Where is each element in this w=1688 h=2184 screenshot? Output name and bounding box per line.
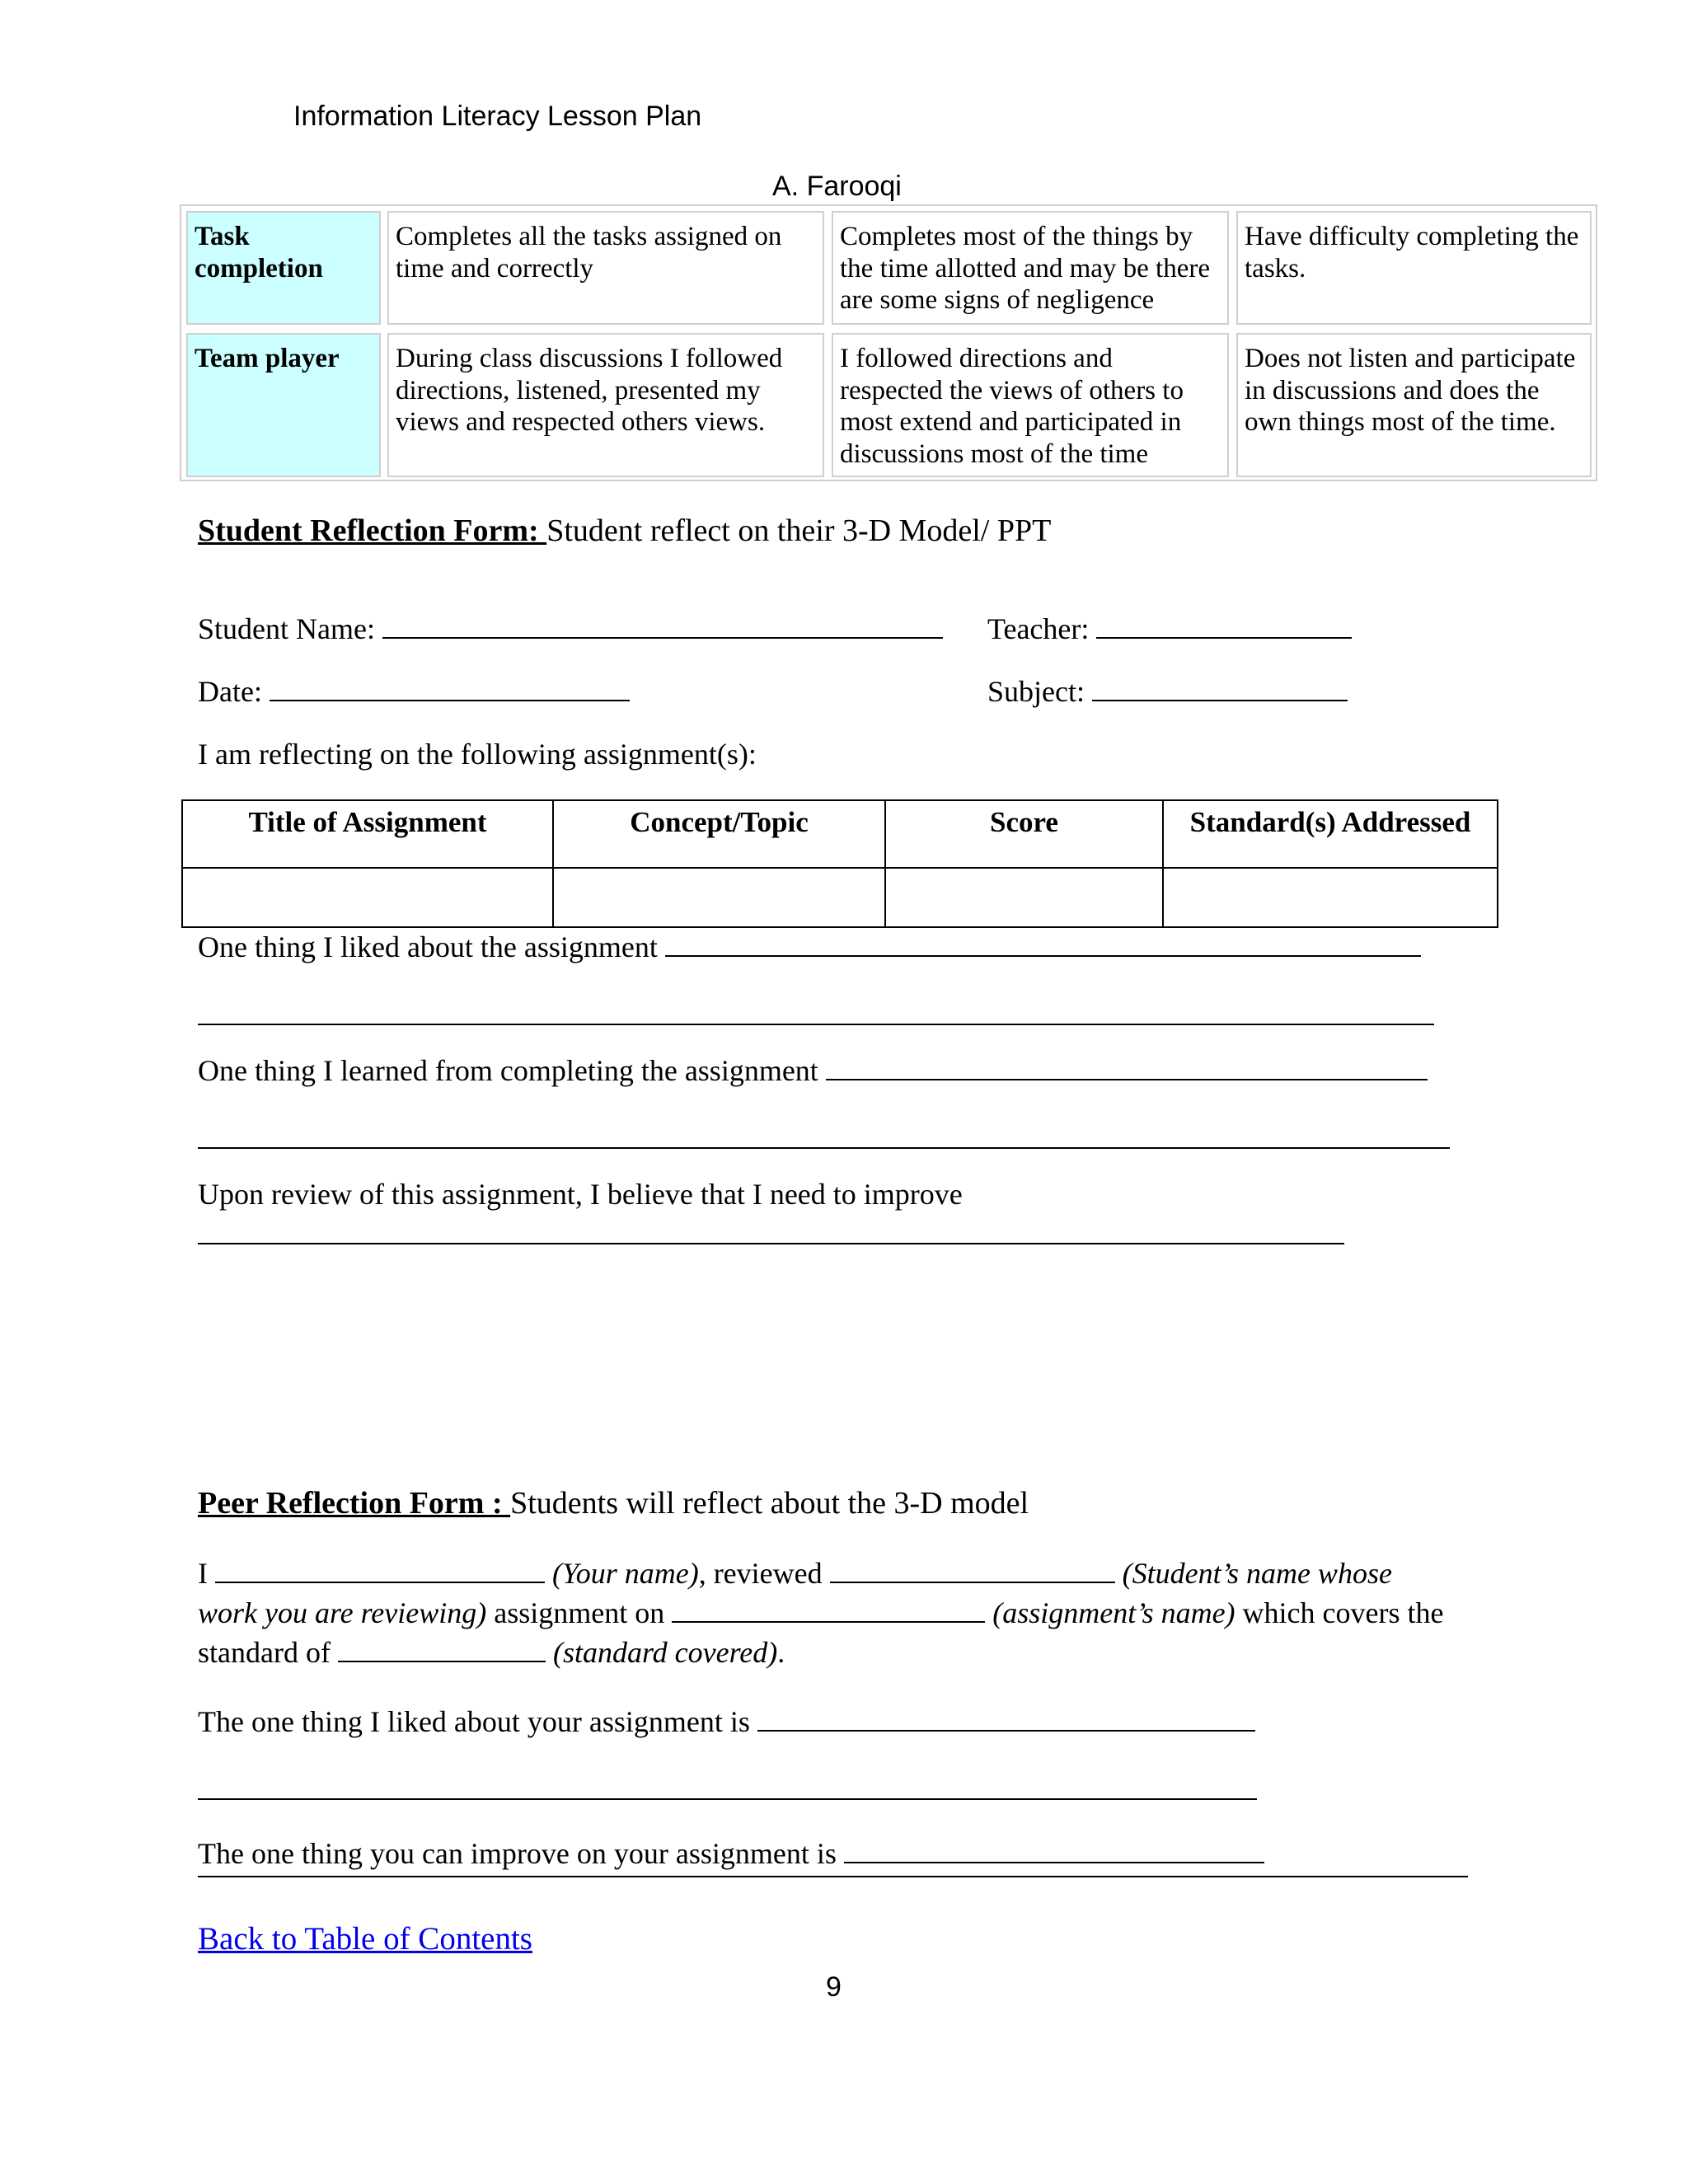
document-title: Information Literacy Lesson Plan xyxy=(293,101,702,132)
learned-label: One thing I learned from completing the assignment xyxy=(198,1054,826,1087)
peer-text: assignment on xyxy=(486,1596,673,1629)
peer-statement-line-2 xyxy=(198,1596,1443,1630)
back-to-toc-link[interactable]: Back to Table of Contents xyxy=(198,1921,532,1957)
liked-field[interactable] xyxy=(198,930,1421,964)
peer-improve-label: The one thing you can improve on your assignment is xyxy=(198,1837,844,1870)
peer-form-subheading: Students will reflect about the 3-D model xyxy=(510,1486,1029,1521)
peer-text: I xyxy=(198,1557,215,1590)
answer-line[interactable] xyxy=(198,1243,1344,1244)
author-name: A. Farooqi xyxy=(772,171,902,202)
student-reviewed-blank[interactable] xyxy=(830,1557,1115,1583)
learned-field[interactable] xyxy=(198,1053,1428,1088)
rubric-level-cell: I followed directions and respected the views of others to most extend and participated in discussions most of the time xyxy=(832,333,1229,477)
student-name-hint: work you are reviewing) xyxy=(198,1596,487,1629)
peer-form-heading-line xyxy=(198,1485,1029,1521)
peer-liked-blank[interactable] xyxy=(757,1705,1255,1732)
table-header: Standard(s) Addressed xyxy=(1163,800,1498,868)
liked-label: One thing I liked about the assignment xyxy=(198,930,665,963)
standards-cell[interactable] xyxy=(1163,868,1498,927)
assignment-name-hint: (assignment’s name) xyxy=(992,1596,1236,1629)
date-blank[interactable] xyxy=(270,675,630,701)
rubric-table xyxy=(180,204,1597,481)
reflecting-text: I am reflecting on the following assignment(s): xyxy=(198,738,757,771)
answer-line[interactable] xyxy=(198,1876,1468,1877)
answer-line[interactable] xyxy=(198,1798,1257,1800)
assignment-table-row xyxy=(182,868,1498,927)
answer-line[interactable] xyxy=(198,1147,1450,1149)
page-number: 9 xyxy=(826,1971,842,2003)
peer-statement-line-1 xyxy=(198,1556,1392,1591)
rubric-level-cell: Completes all the tasks assigned on time and correctly xyxy=(387,211,824,325)
table-header: Concept/Topic xyxy=(553,800,885,868)
student-name-blank[interactable] xyxy=(382,612,943,639)
peer-statement-line-3 xyxy=(198,1635,785,1670)
student-name-label: Student Name: xyxy=(198,612,382,645)
peer-text: , reviewed xyxy=(698,1557,830,1590)
assignment-table xyxy=(181,799,1498,928)
rubric-row xyxy=(181,206,1596,328)
peer-text: which covers the xyxy=(1235,1596,1444,1629)
subject-label: Subject: xyxy=(987,675,1092,708)
student-name-field[interactable] xyxy=(198,612,943,646)
peer-form-heading: Peer Reflection Form : xyxy=(198,1486,511,1521)
teacher-field[interactable] xyxy=(987,612,1352,646)
subject-field[interactable] xyxy=(987,674,1348,709)
table-header: Title of Assignment xyxy=(182,800,553,868)
student-form-heading: Student Reflection Form: xyxy=(198,513,547,548)
answer-line[interactable] xyxy=(198,1024,1434,1025)
teacher-label: Teacher: xyxy=(987,612,1097,645)
rubric-level-cell: Does not listen and participate in discussions and does the own things most of the time. xyxy=(1236,333,1592,477)
assignment-title-cell[interactable] xyxy=(182,868,553,927)
student-form-heading-line xyxy=(198,513,1051,549)
assignment-name-blank[interactable] xyxy=(672,1596,985,1623)
student-form-subheading: Student reflect on their 3-D Model/ PPT xyxy=(546,513,1052,548)
concept-topic-cell[interactable] xyxy=(553,868,885,927)
peer-text: . xyxy=(777,1636,785,1669)
standard-hint: (standard covered) xyxy=(552,1636,778,1669)
peer-improve-blank[interactable] xyxy=(844,1837,1264,1863)
date-label: Date: xyxy=(198,675,270,708)
rubric-row xyxy=(181,328,1596,480)
peer-improve-field[interactable] xyxy=(198,1836,1264,1871)
rubric-level-cell: During class discussions I followed directions, listened, presented my views and respected others views. xyxy=(387,333,824,477)
rubric-criterion: Task completion xyxy=(186,211,381,325)
improve-text: Upon review of this assignment, I believe that I need to improve xyxy=(198,1178,963,1211)
student-name-hint: (Student’s name whose xyxy=(1122,1557,1392,1590)
assignment-table-header-row xyxy=(182,800,1498,868)
standard-blank[interactable] xyxy=(338,1636,546,1662)
learned-blank[interactable] xyxy=(826,1054,1428,1080)
teacher-blank[interactable] xyxy=(1096,612,1352,639)
your-name-hint: (Your name) xyxy=(552,1557,699,1590)
rubric-criterion: Team player xyxy=(186,333,381,477)
subject-blank[interactable] xyxy=(1092,675,1348,701)
peer-liked-label: The one thing I liked about your assignment is xyxy=(198,1705,757,1738)
rubric-level-cell: Completes most of the things by the time allotted and may be there are some signs of negligence xyxy=(832,211,1229,325)
peer-liked-field[interactable] xyxy=(198,1704,1255,1739)
table-header: Score xyxy=(885,800,1163,868)
liked-blank[interactable] xyxy=(665,930,1421,957)
your-name-blank[interactable] xyxy=(215,1557,545,1583)
score-cell[interactable] xyxy=(885,868,1163,927)
rubric-level-cell: Have difficulty completing the tasks. xyxy=(1236,211,1592,325)
peer-text: standard of xyxy=(198,1636,338,1669)
date-field[interactable] xyxy=(198,674,630,709)
